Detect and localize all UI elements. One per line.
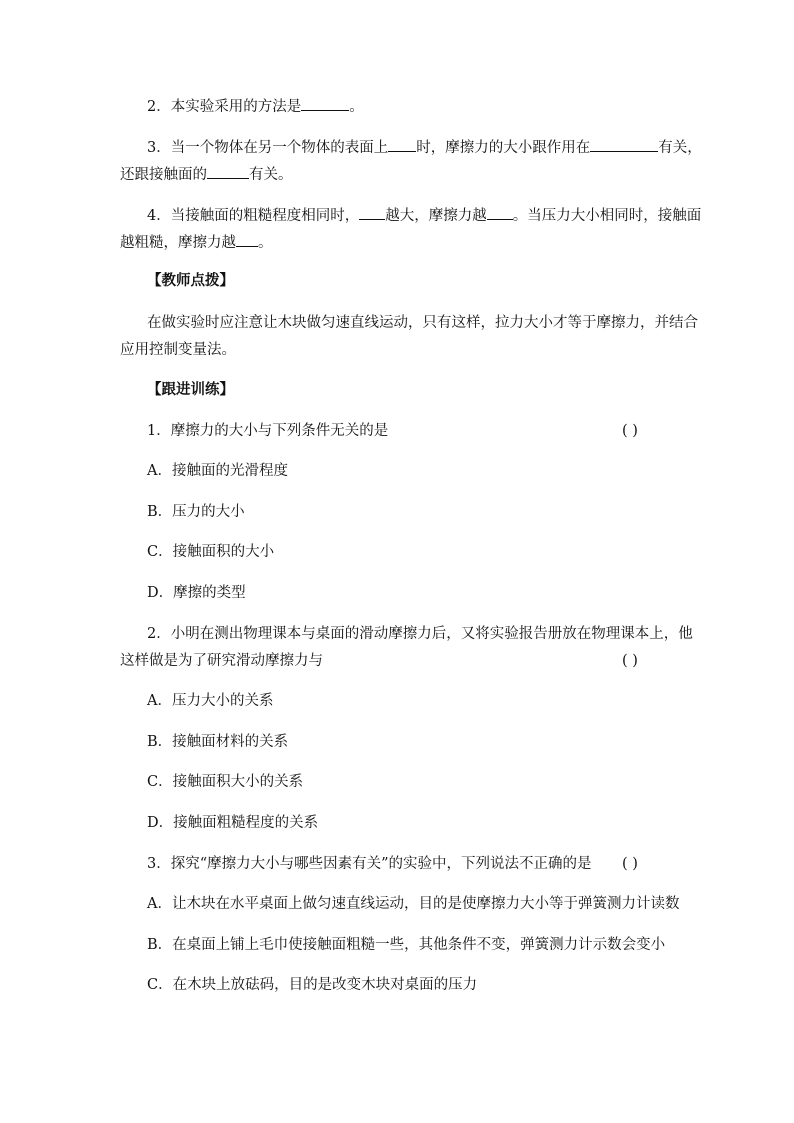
option-c: C．在木块上放砝码，目的是改变木块对桌面的压力 xyxy=(147,977,478,993)
practice-q2-stem: 2．小明在测出物理课本与桌面的滑动摩擦力后，又将实验报告册放在物理课本上，他 xyxy=(147,626,693,642)
question-4-line-1 xyxy=(147,205,701,226)
answer-blank xyxy=(590,137,658,152)
option-a: A．压力大小的关系 xyxy=(147,693,274,709)
option-b: B．在桌面上铺上毛巾使接触面粗糙一些，其他条件不变，弹簧测力计示数会变小 xyxy=(147,937,666,953)
answer-parentheses: ( ) xyxy=(622,653,638,669)
question-text: 。 xyxy=(349,99,364,115)
teacher-tip-text: 应用控制变量法。 xyxy=(120,342,236,358)
question-2 xyxy=(147,96,364,117)
option-d: D．摩擦的类型 xyxy=(147,585,246,601)
question-text: 有关。 xyxy=(249,167,293,183)
option-b: B．压力的大小 xyxy=(147,504,245,520)
question-text: 还跟接触面的 xyxy=(120,167,207,183)
question-text: 越粗糙，摩擦力越 xyxy=(120,235,236,251)
answer-blank xyxy=(207,164,249,179)
practice-q1-stem: 1．摩擦力的大小与下列条件无关的是 xyxy=(147,423,389,439)
question-text: 2．本实验采用的方法是 xyxy=(147,99,302,115)
option-c: C．接触面积大小的关系 xyxy=(147,774,304,790)
practice-q2-stem: 这样做是为了研究滑动摩擦力与 xyxy=(120,653,323,669)
question-text: 。 xyxy=(258,235,273,251)
question-text: 。当压力大小相同时，接触面 xyxy=(512,208,702,224)
teacher-tip-heading: 【教师点拨】 xyxy=(147,272,234,289)
option-a: A．接触面的光滑程度 xyxy=(147,463,288,479)
question-text: 3．当一个物体在另一个物体的表面上 xyxy=(147,140,389,156)
question-text: 时，摩擦力的大小跟作用在 xyxy=(416,140,591,156)
option-b: B．接触面材料的关系 xyxy=(147,734,289,750)
practice-heading: 【跟进训练】 xyxy=(147,381,234,398)
practice-q3-stem: 3．探究“摩擦力大小与哪些因素有关”的实验中，下列说法不正确的是 xyxy=(147,856,592,872)
question-3-line-1 xyxy=(147,137,702,158)
question-text: 越大，摩擦力越 xyxy=(385,208,487,224)
question-text: 4．当接触面的粗糙程度相同时， xyxy=(147,208,360,224)
answer-parentheses: ( ) xyxy=(622,423,638,439)
answer-blank xyxy=(236,232,258,247)
answer-blank xyxy=(388,137,416,152)
answer-blank xyxy=(301,96,349,111)
question-3-line-2 xyxy=(120,164,293,185)
question-text: 有关， xyxy=(658,140,702,156)
option-c: C．接触面积的大小 xyxy=(147,544,275,560)
question-4-line-2 xyxy=(120,232,273,253)
answer-blank xyxy=(359,205,385,220)
option-a: A．让木块在水平桌面上做匀速直线运动，目的是使摩擦力大小等于弹簧测力计读数 xyxy=(147,896,680,912)
teacher-tip-text: 在做实验时应注意让木块做匀速直线运动，只有这样，拉力大小才等于摩擦力，并结合 xyxy=(147,315,698,331)
answer-parentheses: ( ) xyxy=(622,856,638,872)
answer-blank xyxy=(487,205,513,220)
option-d: D．接触面粗糙程度的关系 xyxy=(147,815,319,831)
